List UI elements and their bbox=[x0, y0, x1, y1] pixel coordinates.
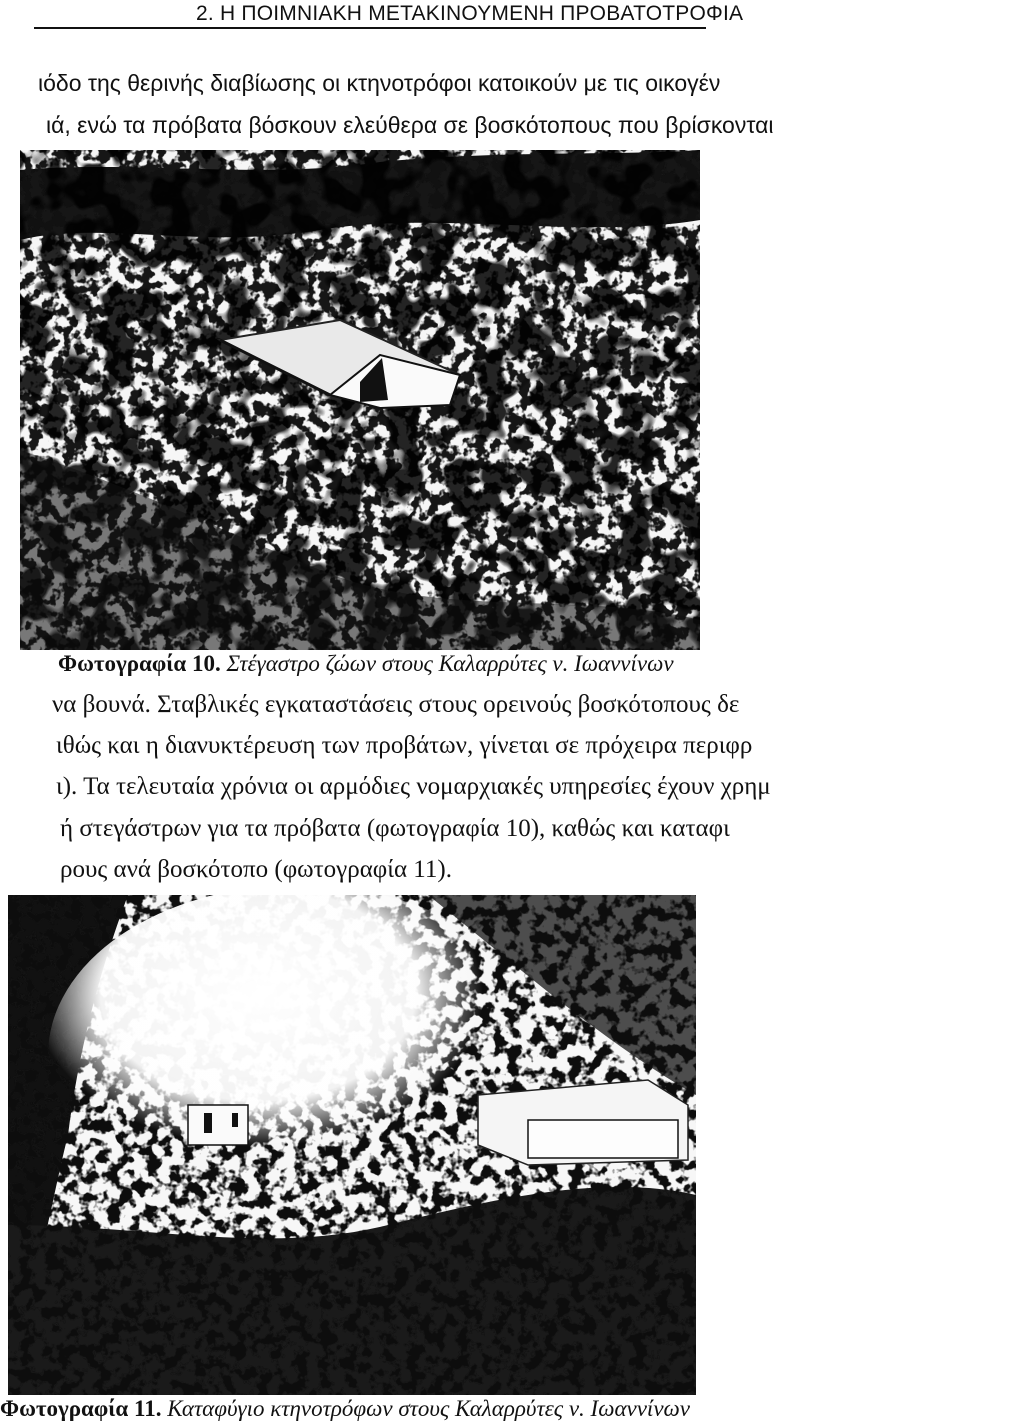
photo-11-image bbox=[8, 895, 696, 1395]
photo-10 bbox=[20, 150, 700, 650]
body-line-2: ιθώς και η διανυκτέρευση των προβάτων, γίνεται σε πρόχειρα περιφρ bbox=[56, 732, 753, 759]
running-title: 2. Η ΠΟΙΜΝΙΑΚΗ ΜΕΤΑΚΙΝΟΥΜΕΝΗ ΠΡΟΒΑΤΟΤΡΟΦΙΑ bbox=[196, 2, 744, 25]
figure-10-caption bbox=[58, 651, 674, 677]
intro-line-2: ιά, ενώ τα πρόβατα βόσκουν ελεύθερα σε βοσκότοπους που βρίσκονται bbox=[46, 112, 774, 138]
body-line-3: ι). Τα τελευταία χρόνια οι αρμόδιες νομαρχιακές υπηρεσίες έχουν χρημ bbox=[56, 773, 771, 800]
page-header bbox=[0, 0, 744, 34]
figure-10-label: Φωτογραφία 10. bbox=[58, 651, 221, 676]
body-line-1: να βουνά. Σταβλικές εγκαταστάσεις στους ορεινούς βοσκότοπους δε bbox=[52, 691, 740, 718]
figure-10-text: Στέγαστρο ζώων στους Καλαρρύτες ν. Ιωαννίνων bbox=[226, 651, 674, 676]
intro-line-1: ιόδο της θερινής διαβίωσης οι κτηνοτρόφοι κατοικούν με τις οικογέν bbox=[38, 70, 721, 96]
figure-11-label: Φωτογραφία 11. bbox=[0, 1396, 162, 1421]
body-line-4: ή στεγάστρων για τα πρόβατα (φωτογραφία 10), καθώς και καταφι bbox=[60, 815, 730, 842]
figure-11-caption bbox=[0, 1396, 690, 1422]
body-line-5: ρους ανά βοσκότοπο (φωτογραφία 11). bbox=[60, 856, 452, 883]
figure-11-text: Καταφύγιο κτηνοτρόφων στους Καλαρρύτες ν. Ιωαννίνων bbox=[167, 1396, 690, 1421]
photo-10-image bbox=[20, 150, 700, 650]
header-rule bbox=[34, 27, 706, 29]
photo-11 bbox=[8, 895, 696, 1395]
